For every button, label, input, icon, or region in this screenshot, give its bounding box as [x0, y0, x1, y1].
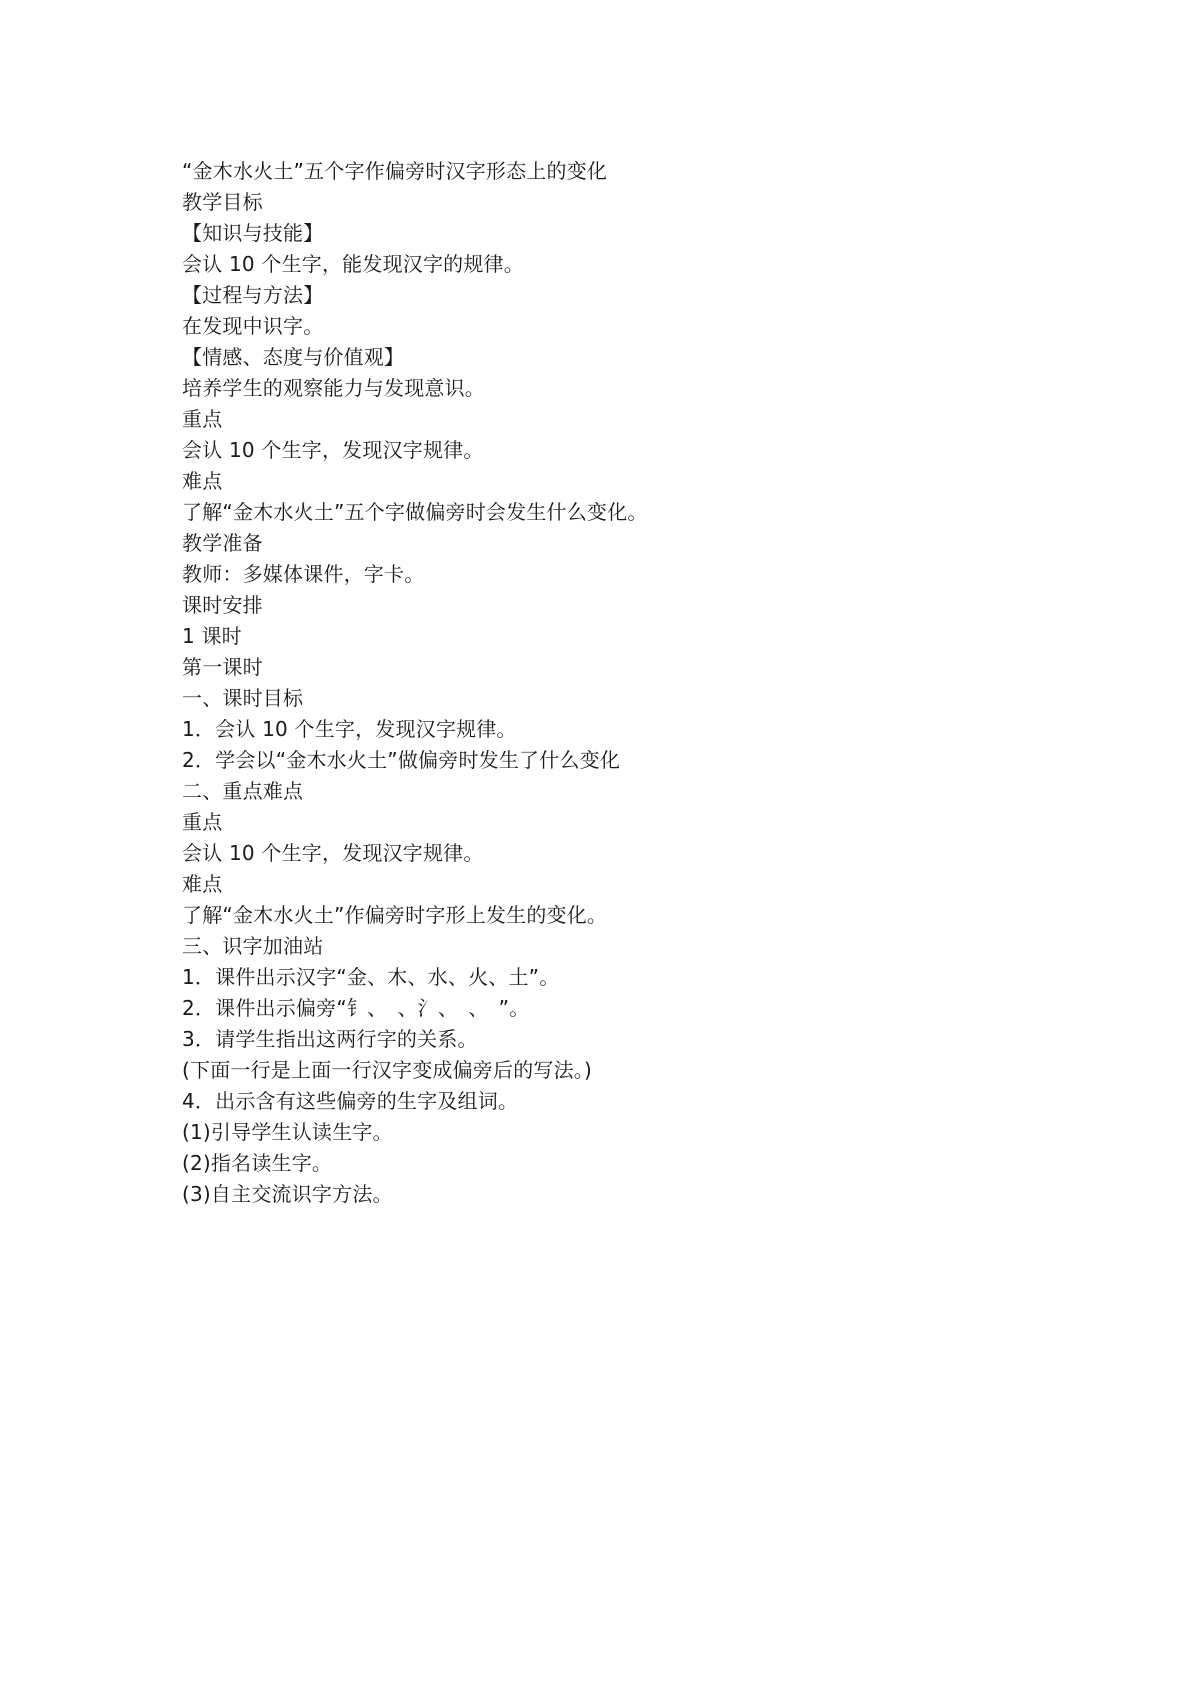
list-item: (1)引导学生认读生字。 [182, 1120, 393, 1144]
subheading-literacy-station: 三、识字加油站 [182, 934, 324, 958]
paragraph: 在发现中识字。 [182, 314, 324, 338]
subheading-emotion-attitude-values: 【情感、态度与价值观】 [182, 345, 405, 369]
section-heading-first-lesson: 第一课时 [182, 655, 263, 679]
section-heading-preparation: 教学准备 [182, 531, 263, 555]
paragraph: 教师：多媒体课件，字卡。 [182, 562, 425, 586]
section-heading-key-points: 重点 [182, 407, 223, 431]
section-heading-difficulties: 难点 [182, 872, 223, 896]
list-item: 1．课件出示汉字“金、木、水、火、土”。 [182, 965, 560, 989]
subheading-process-method: 【过程与方法】 [182, 283, 324, 307]
document-title: “金木水火土”五个字作偏旁时汉字形态上的变化 [182, 159, 608, 183]
paragraph: 1 课时 [182, 624, 242, 648]
list-item: 1．会认 10 个生字，发现汉字规律。 [182, 717, 517, 741]
section-heading-teaching-goals: 教学目标 [182, 190, 263, 214]
list-item: (2)指名读生字。 [182, 1151, 333, 1175]
subheading-knowledge-skills: 【知识与技能】 [182, 221, 324, 245]
section-heading-difficulties: 难点 [182, 469, 223, 493]
subheading-lesson-goals: 一、课时目标 [182, 686, 304, 710]
subheading-key-difficult-points: 二、重点难点 [182, 779, 304, 803]
section-heading-key-points: 重点 [182, 810, 223, 834]
paragraph: 培养学生的观察能力与发现意识。 [182, 376, 485, 400]
paragraph: 了解“金木水火土”五个字做偏旁时会发生什么变化。 [182, 500, 648, 524]
paragraph: 会认 10 个生字，能发现汉字的规律。 [182, 252, 524, 276]
list-item: 2．学会以“金木水火土”做偏旁时发生了什么变化 [182, 748, 621, 772]
paragraph: 会认 10 个生字，发现汉字规律。 [182, 841, 484, 865]
document-body [182, 156, 1062, 1210]
list-item: (3)自主交流识字方法。 [182, 1182, 393, 1206]
paragraph: 会认 10 个生字，发现汉字规律。 [182, 438, 484, 462]
paragraph: 了解“金木水火土”作偏旁时字形上发生的变化。 [182, 903, 608, 927]
list-item: 3．请学生指出这两行字的关系。 [182, 1027, 478, 1051]
paragraph: (下面一行是上面一行汉字变成偏旁后的写法。) [182, 1058, 593, 1082]
list-item: 4．出示含有这些偏旁的生字及组词。 [182, 1089, 519, 1113]
list-item: 2．课件出示偏旁“钅、 、氵、 、 ”。 [182, 996, 530, 1020]
section-heading-schedule: 课时安排 [182, 593, 263, 617]
